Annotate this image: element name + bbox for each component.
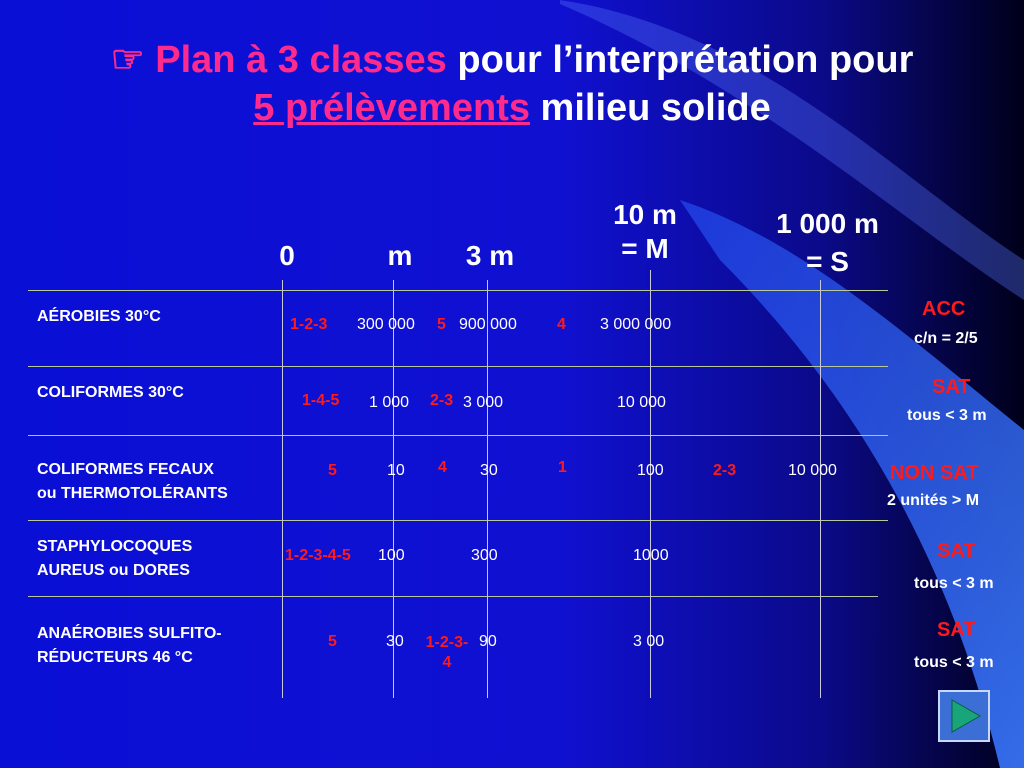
value: 10 000 — [788, 462, 837, 479]
value: 3 000 — [463, 394, 504, 411]
title-text-2: milieu solide — [540, 87, 771, 129]
sample-ids-line: 4 — [442, 654, 452, 671]
row-divider — [28, 366, 888, 367]
value: 30 — [480, 462, 498, 479]
row-label-aerobies: AÉROBIES 30°C — [37, 308, 161, 325]
row-label-coliformes: COLIFORMES 30°C — [37, 384, 184, 401]
header-m: m — [387, 240, 413, 271]
row-label-line: ou THERMOTOLÉRANTS — [37, 485, 228, 502]
value: 100 — [378, 547, 405, 564]
value: 90 — [479, 633, 497, 650]
result-status: NON SAT — [890, 462, 979, 484]
result-note: c/n = 2/5 — [914, 330, 978, 347]
value: 1000 — [633, 547, 669, 564]
sample-ids: 5 — [328, 633, 337, 650]
row-label-line: AUREUS ou DORES — [37, 562, 190, 579]
row-label-line: RÉDUCTEURS 46 °C — [37, 649, 193, 666]
header-1000m-label: 1 000 m — [776, 208, 879, 239]
column-line-1000m — [820, 280, 821, 698]
result-status: SAT — [937, 619, 976, 641]
result-status: SAT — [932, 376, 971, 398]
value: 10 — [387, 462, 405, 479]
sample-ids: 4 — [438, 459, 447, 476]
sample-ids: 2-3 — [713, 462, 737, 479]
header-1000m-eq: = S — [806, 246, 849, 277]
next-slide-button[interactable] — [938, 690, 990, 742]
sample-ids: 5 — [328, 462, 337, 479]
value: 900 000 — [459, 316, 517, 333]
header-10m — [595, 198, 695, 266]
row-divider — [28, 596, 878, 597]
value: 3 000 000 — [600, 316, 672, 333]
sample-ids: 5 — [437, 316, 446, 333]
row-label-line: STAPHYLOCOQUES — [37, 538, 193, 555]
value: 3 00 — [633, 633, 665, 650]
value: 300 000 — [357, 316, 415, 333]
value: 300 — [471, 547, 498, 564]
sample-ids: 1-4-5 — [302, 392, 340, 409]
title-highlight-1: Plan à 3 classes — [155, 39, 447, 81]
result-note: tous < 3 m — [914, 654, 994, 671]
row-label-anaerobies — [37, 622, 222, 670]
sample-ids-line: 1-2-3- — [425, 634, 469, 651]
title-highlight-2: 5 prélèvements — [253, 87, 530, 129]
header-10m-eq: = M — [621, 233, 669, 264]
result-note: tous < 3 m — [907, 407, 987, 424]
play-icon — [940, 692, 988, 740]
value: 100 — [637, 462, 664, 479]
sample-ids — [419, 633, 475, 673]
result-note: 2 unités > M — [887, 492, 980, 509]
sample-ids: 1-2-3 — [290, 316, 328, 333]
column-line-zero — [282, 280, 283, 698]
row-divider — [28, 435, 888, 436]
sample-ids: 1 — [558, 459, 567, 476]
result-status: ACC — [922, 298, 966, 320]
row-label-staphylocoques — [37, 535, 192, 583]
result-note: tous < 3 m — [914, 575, 994, 592]
result-status: SAT — [937, 540, 976, 562]
header-3m: 3 m — [465, 240, 515, 271]
row-divider — [28, 520, 888, 521]
title-text-1: pour l’interprétation pour — [457, 39, 914, 81]
sample-ids: 2-3 — [430, 392, 454, 409]
value: 1 000 — [369, 394, 410, 411]
value: 30 — [386, 633, 404, 650]
header-zero: 0 — [279, 240, 295, 271]
row-divider — [28, 290, 888, 291]
header-10m-label: 10 m — [613, 199, 677, 230]
pointing-hand-icon: ☞ — [110, 39, 145, 81]
row-label-coliformes-fecaux — [37, 458, 228, 506]
row-label-line: ANAÉROBIES SULFITO- — [37, 625, 222, 642]
header-1000m — [755, 205, 900, 281]
sample-ids: 1-2-3-4-5 — [285, 547, 351, 564]
row-label-line: COLIFORMES FECAUX — [37, 461, 214, 478]
slide-title — [0, 36, 1024, 132]
sample-ids: 4 — [557, 316, 566, 333]
value: 10 000 — [617, 394, 666, 411]
